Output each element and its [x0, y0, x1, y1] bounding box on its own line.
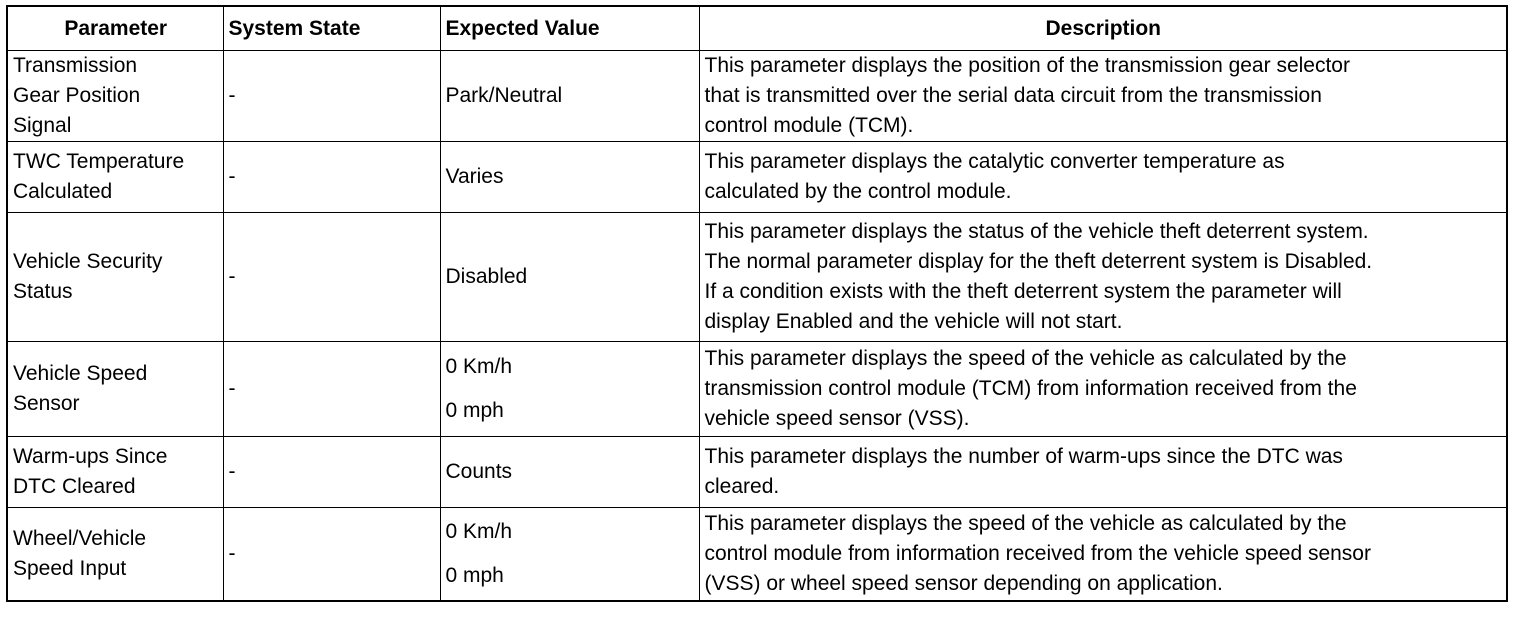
description-line: transmission control module (TCM) from information received from the	[704, 377, 1357, 400]
parameter-line: Wheel/Vehicle	[13, 527, 147, 550]
system-state-cell: -	[223, 142, 440, 213]
table-header-row	[7, 6, 1507, 51]
expected-value-cell	[440, 142, 699, 213]
expected-value-line: Disabled	[445, 265, 528, 288]
parameter-line: Warm-ups Since	[13, 445, 168, 468]
expected-value-line: Varies	[445, 165, 504, 188]
expected-value-line: Counts	[445, 460, 513, 483]
description-cell	[699, 142, 1507, 213]
description-line: that is transmitted over the serial data circuit from the transmission	[704, 84, 1322, 107]
expected-value-metric: 0 Km/h	[445, 520, 513, 543]
header-expected-value: Expected Value	[440, 6, 699, 51]
parameter-table	[6, 5, 1508, 602]
description-line: This parameter displays the speed of the vehicle as calculated by the	[704, 347, 1347, 370]
description-line: This parameter displays the catalytic converter temperature as	[704, 150, 1285, 173]
parameter-line: Gear Position	[13, 84, 141, 107]
expected-value-cell	[440, 213, 699, 342]
parameter-line: DTC Cleared	[13, 475, 136, 498]
parameter-line: Transmission	[13, 54, 138, 77]
description-cell	[699, 213, 1507, 342]
description-cell	[699, 437, 1507, 508]
header-system-state: System State	[223, 6, 440, 51]
expected-value-pair	[446, 352, 695, 426]
parameter-cell	[7, 342, 223, 437]
system-state-cell: -	[223, 508, 440, 602]
expected-value-pair	[446, 517, 695, 591]
expected-value-cell	[440, 508, 699, 602]
description-line: control module (TCM).	[704, 114, 914, 137]
system-state-cell: -	[223, 51, 440, 142]
table-row	[7, 508, 1507, 602]
parameter-line: Sensor	[13, 392, 80, 415]
parameter-line: Speed Input	[13, 557, 127, 580]
description-line: (VSS) or wheel speed sensor depending on application.	[704, 572, 1223, 595]
description-line: control module from information received from the vehicle speed sensor	[704, 542, 1371, 565]
system-state-cell: -	[223, 213, 440, 342]
description-cell	[699, 508, 1507, 602]
parameter-line: Status	[13, 280, 73, 303]
parameter-line: Vehicle Security	[13, 250, 163, 273]
table-row	[7, 213, 1507, 342]
description-line: display Enabled and the vehicle will not start.	[704, 310, 1123, 333]
description-line: The normal parameter display for the theft deterrent system is Disabled.	[704, 250, 1373, 273]
parameter-table-container	[6, 5, 1506, 602]
table-row	[7, 437, 1507, 508]
parameter-line: TWC Temperature	[13, 150, 185, 173]
system-state-cell: -	[223, 437, 440, 508]
description-line: calculated by the control module.	[704, 180, 1012, 203]
expected-value-cell	[440, 51, 699, 142]
description-line: If a condition exists with the theft deterrent system the parameter will	[704, 280, 1342, 303]
parameter-cell	[7, 213, 223, 342]
parameter-line: Vehicle Speed	[13, 362, 148, 385]
table-row	[7, 51, 1507, 142]
header-description: Description	[699, 6, 1507, 51]
expected-value-imperial: 0 mph	[445, 399, 504, 422]
table-row	[7, 342, 1507, 437]
description-line: This parameter displays the status of the vehicle theft deterrent system.	[704, 220, 1369, 243]
description-cell	[699, 51, 1507, 142]
expected-value-cell	[440, 342, 699, 437]
expected-value-imperial: 0 mph	[445, 564, 504, 587]
parameter-line: Calculated	[13, 180, 113, 203]
description-line: This parameter displays the speed of the vehicle as calculated by the	[704, 512, 1347, 535]
expected-value-cell	[440, 437, 699, 508]
expected-value-line: Park/Neutral	[445, 84, 563, 107]
parameter-line: Signal	[13, 114, 72, 137]
description-line: cleared.	[704, 475, 780, 498]
header-parameter: Parameter	[7, 6, 223, 51]
parameter-cell	[7, 142, 223, 213]
parameter-cell	[7, 437, 223, 508]
table-row	[7, 142, 1507, 213]
expected-value-metric: 0 Km/h	[445, 355, 513, 378]
parameter-cell	[7, 508, 223, 602]
description-line: This parameter displays the number of warm-ups since the DTC was	[704, 445, 1343, 468]
description-line: vehicle speed sensor (VSS).	[704, 407, 970, 430]
system-state-cell: -	[223, 342, 440, 437]
description-cell	[699, 342, 1507, 437]
parameter-cell	[7, 51, 223, 142]
description-line: This parameter displays the position of the transmission gear selector	[704, 54, 1350, 77]
